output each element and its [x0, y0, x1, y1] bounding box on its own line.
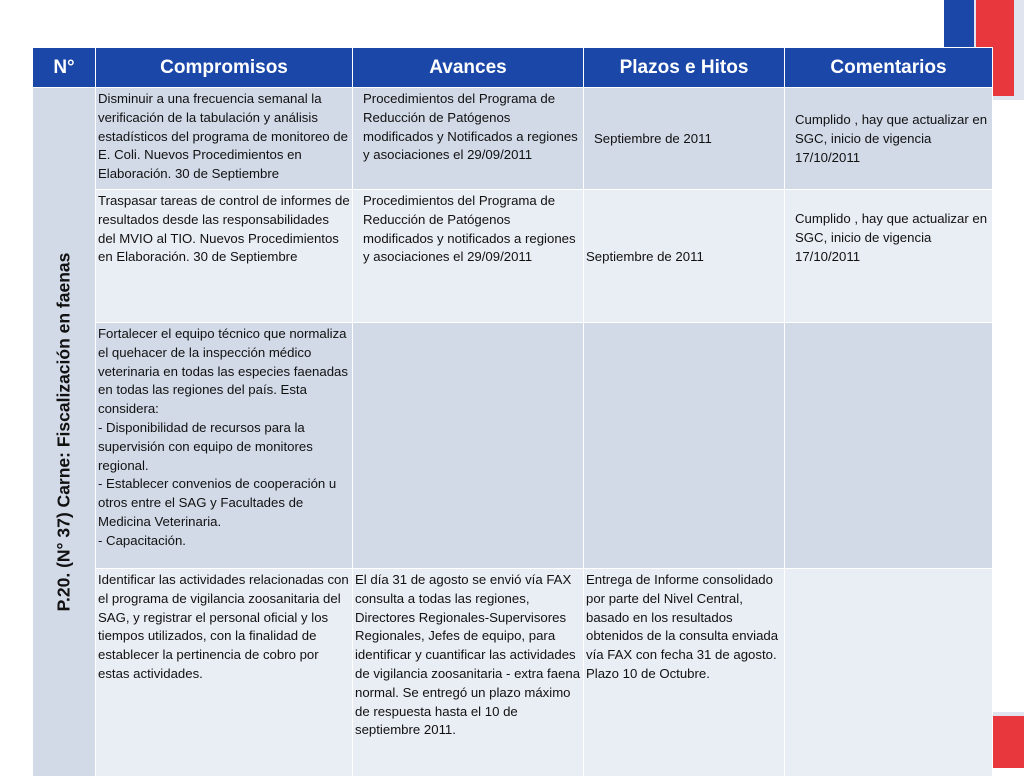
header-plazos: Plazos e Hitos — [584, 48, 785, 88]
compromiso-cell: Disminuir a una frecuencia semanal la verificación de la tabulación y análisis estadísticos del programa de monitoreo de E. Coli. Nuevos Procedimientos en Elaboración. 30 de Septiembre — [96, 88, 353, 190]
compromiso-cell: Traspasar tareas de control de informes de resultados desde las responsabilidades del MVIO al TIO. Nuevos Procedimientos en Elaboración. 30 de Septiembre — [96, 190, 353, 323]
header-comentarios: Comentarios — [785, 48, 993, 88]
compromiso-cell: Identificar las actividades relacionadas con el programa de vigilancia zoosanitaria del SAG, y registrar el personal oficial y los tiempos utilizados, con la finalidad de establecer la pertinencia de cobro por estas actividades. — [96, 569, 353, 777]
row-group-label-cell — [33, 88, 96, 777]
table-row — [33, 569, 993, 777]
plazo-cell: Entrega de Informe consolidado por parte del Nivel Central, basado en los resultados obtenidos de la consulta enviada vía FAX con fecha 31 de agosto. Plazo 10 de Octubre. — [584, 569, 785, 777]
plazo-cell: Septiembre de 2011 — [584, 190, 785, 323]
table-header-row — [33, 48, 993, 88]
row-group-label: P.20. (N° 37) Carne: Fiscalización en faenas — [53, 252, 74, 612]
comentario-cell — [785, 569, 993, 777]
avance-cell: Procedimientos del Programa de Reducción de Patógenos modificados y notificados a regiones y asociaciones el 29/09/2011 — [353, 190, 584, 323]
table-row — [33, 88, 993, 190]
table-row — [33, 190, 993, 323]
header-avances: Avances — [353, 48, 584, 88]
avance-cell — [353, 323, 584, 569]
comentario-cell: Cumplido , hay que actualizar en SGC, inicio de vigencia 17/10/2011 — [785, 88, 993, 190]
header-numero: N° — [33, 48, 96, 88]
compromiso-cell: Fortalecer el equipo técnico que normaliza el quehacer de la inspección médico veterinaria en todas las especies faenadas en todas las regiones del país. Esta considera: - Disponibilidad de recursos para la supervisión con equipo de monitores regional. - Establecer convenios de cooperación u otros entre el SAG y Facultades de Medicina Veterinaria. - Capacitación. — [96, 323, 353, 569]
table-row — [33, 323, 993, 569]
comentario-cell: Cumplido , hay que actualizar en SGC, inicio de vigencia 17/10/2011 — [785, 190, 993, 323]
corner-stripe-red-bottom — [992, 716, 1024, 768]
plazo-cell: Septiembre de 2011 — [584, 88, 785, 190]
avance-cell: El día 31 de agosto se envió vía FAX consulta a todas las regiones, Directores Regionales-Supervisores Regionales, Jefes de equipo, para identificar y cuantificar las actividades de vigilancia zoosanitaria - extra faena normal. Se entregó un plazo máximo de respuesta hasta el 10 de septiembre 2011. — [353, 569, 584, 777]
commitments-table — [32, 47, 993, 777]
avance-cell: Procedimientos del Programa de Reducción de Patógenos modificados y Notificados a regiones y asociaciones el 29/09/2011 — [353, 88, 584, 190]
plazo-cell — [584, 323, 785, 569]
header-compromisos: Compromisos — [96, 48, 353, 88]
comentario-cell — [785, 323, 993, 569]
